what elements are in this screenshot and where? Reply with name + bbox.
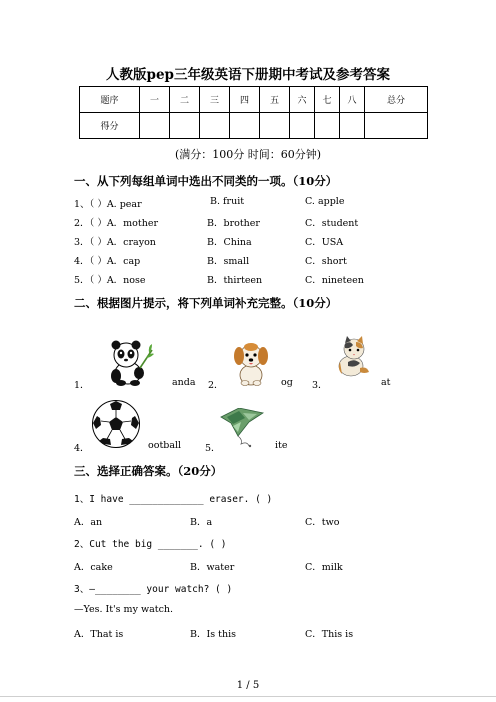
s1-q4-b: B．small	[207, 256, 250, 267]
s1-q3-a: 3．（ ）A．crayon	[74, 237, 156, 248]
s3-q3-a: A．That is	[74, 629, 124, 640]
s3-q3-c: C．This is	[305, 629, 354, 640]
section1-heading: 一、从下列每组单词中选出不同类的一项。（10分）	[74, 174, 338, 188]
s1-q4-c: C．short	[305, 256, 347, 267]
kite-icon	[219, 408, 265, 448]
score-cell[interactable]	[230, 113, 260, 139]
score-cell[interactable]	[365, 113, 428, 139]
s3-q2-stem: 2、Cut the big _______. ( )	[74, 539, 227, 550]
table-header-cell: 四	[230, 87, 260, 113]
cat-icon	[334, 336, 372, 378]
score-table-header-row	[80, 87, 428, 113]
s2-item1-num: 1．	[74, 380, 90, 391]
section2-heading: 二、根据图片提示，将下列单词补充完整。（10分）	[74, 296, 338, 310]
score-cell[interactable]	[170, 113, 200, 139]
s3-q3-b: B．Is this	[190, 629, 236, 640]
s3-q3-reply: —Yes. It's my watch.	[74, 604, 174, 615]
s3-q1-a: A．an	[74, 517, 103, 528]
table-header-cell: 七	[315, 87, 340, 113]
s3-q2-a: A．cake	[74, 562, 113, 573]
s1-q4-a: 4．（ ）A．cap	[74, 256, 141, 267]
football-icon	[91, 399, 141, 449]
s3-q1-b: B．a	[190, 517, 213, 528]
s2-item1-word: anda	[172, 377, 196, 388]
s1-q3-c: C．USA	[305, 237, 344, 248]
table-header-cell: 三	[200, 87, 230, 113]
s1-q1-c: C. apple	[305, 196, 345, 207]
section3-heading: 三、选择正确答案。（20分）	[74, 464, 223, 478]
s1-q2-b: B．brother	[207, 218, 260, 229]
s2-item2-num: 2．	[208, 380, 224, 391]
s2-item3-word: at	[381, 377, 391, 388]
s1-q5-c: C．nineteen	[305, 275, 364, 286]
s1-q3-b: B．China	[207, 237, 252, 248]
page-bottom-divider	[0, 696, 496, 697]
score-cell[interactable]	[290, 113, 315, 139]
s1-q5-a: 5．（ ）A．nose	[74, 275, 146, 286]
s2-item5-num: 5．	[205, 443, 221, 454]
table-header-cell: 八	[340, 87, 365, 113]
s1-q5-b: B．thirteen	[207, 275, 263, 286]
table-header-cell: 二	[170, 87, 200, 113]
document-title: 人教版pep三年级英语下册期中考试及参考答案	[106, 67, 390, 83]
score-cell[interactable]	[200, 113, 230, 139]
s2-item4-num: 4．	[74, 443, 90, 454]
table-row-label: 得分	[80, 113, 140, 139]
s3-q2-c: C．milk	[305, 562, 343, 573]
table-header-cell: 总分	[365, 87, 428, 113]
score-cell[interactable]	[140, 113, 170, 139]
table-header-cell: 六	[290, 87, 315, 113]
score-cell[interactable]	[315, 113, 340, 139]
score-table	[79, 86, 428, 139]
panda-icon	[106, 340, 156, 386]
s3-q1-stem: 1、I have _____________ eraser. ( )	[74, 494, 273, 505]
table-header-cell: 一	[140, 87, 170, 113]
table-header-cell: 题序	[80, 87, 140, 113]
score-cell[interactable]	[260, 113, 290, 139]
page-number: 1 / 5	[236, 680, 260, 691]
s3-q1-c: C．two	[305, 517, 340, 528]
s2-item4-word: ootball	[148, 440, 182, 451]
s2-item2-word: og	[281, 377, 293, 388]
exam-info: (满分：100分 时间：60分钟)	[174, 148, 322, 161]
s1-q2-c: C．student	[305, 218, 359, 229]
score-cell[interactable]	[340, 113, 365, 139]
s1-q2-a: 2．（ ）A．mother	[74, 218, 159, 229]
s2-item3-num: 3．	[312, 380, 328, 391]
s3-q2-b: B．water	[190, 562, 235, 573]
s3-q3-stem: 3、—________ your watch? ( )	[74, 584, 233, 595]
s1-q1-a: 1、（ ）A. pear	[74, 199, 142, 210]
score-table-score-row	[80, 113, 428, 139]
s1-q1-b: B. fruit	[210, 196, 245, 207]
dog-icon	[233, 341, 269, 386]
s2-item5-word: ite	[275, 440, 288, 451]
table-header-cell: 五	[260, 87, 290, 113]
